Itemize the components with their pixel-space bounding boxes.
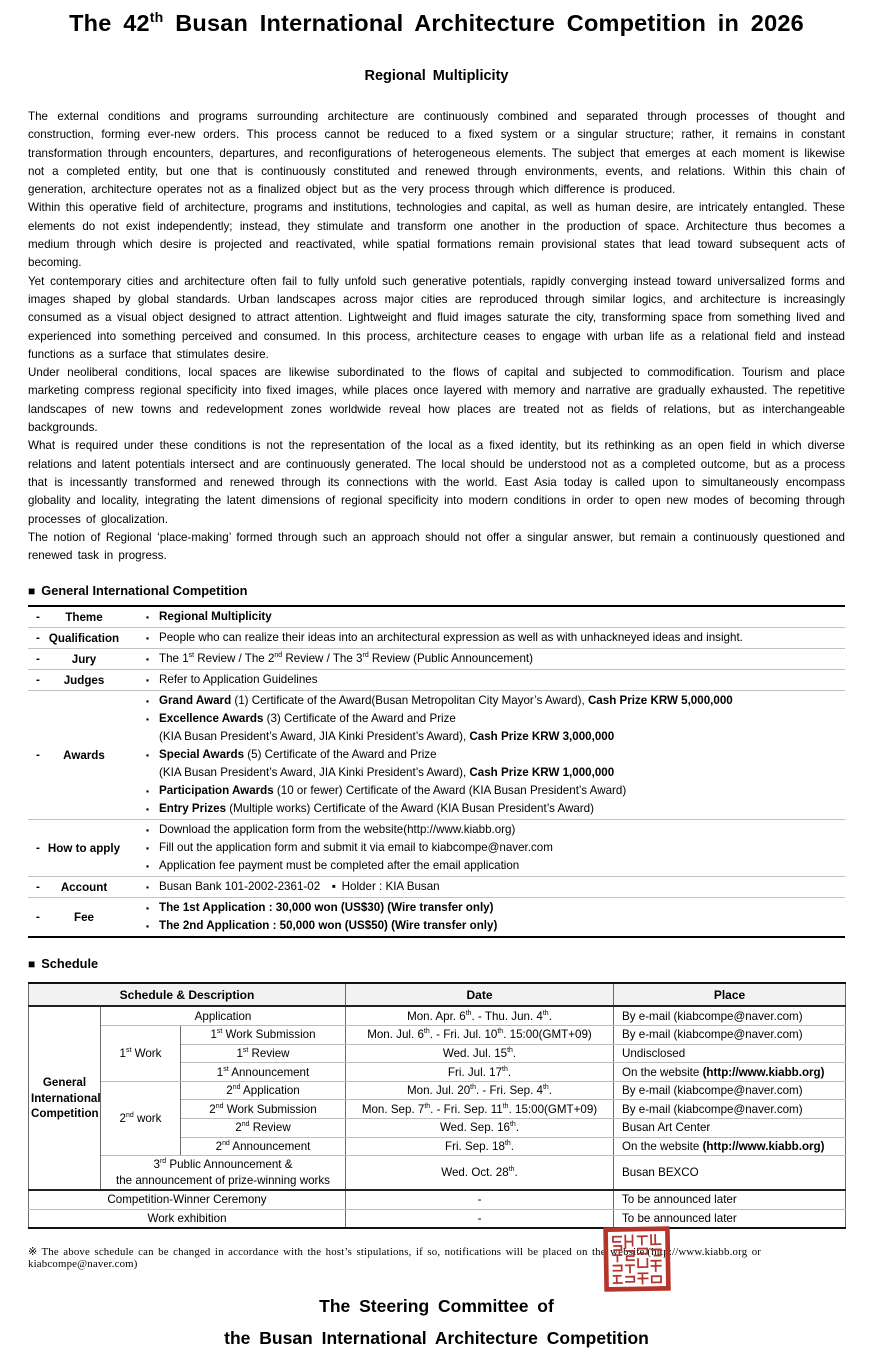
list-item [146, 782, 845, 800]
document-subtitle: Regional Multiplicity [364, 68, 509, 84]
place-header: Place [614, 983, 846, 1006]
item-text: Participation Awards (10 or fewer) Certificate of the Award (KIA Busan President’s Award) [159, 784, 627, 798]
signature-line-2: the Busan International Architecture Competition [224, 1328, 649, 1349]
table-row [29, 1081, 846, 1100]
row-label-cell [28, 606, 140, 628]
item-text: The 1st Application : 30,000 won (US$30) (Wire transfer only) [159, 901, 494, 915]
list-item [146, 857, 845, 875]
signature-block [28, 1290, 845, 1354]
section-square-icon: ■ [28, 584, 36, 599]
row-content-cell [140, 606, 845, 628]
item-text: Application fee payment must be completed after the email application [159, 859, 520, 873]
table-row-fee [28, 898, 845, 938]
date-header: Date [346, 983, 614, 1006]
item-text: Regional Multiplicity [159, 610, 272, 624]
table-row-account [28, 877, 845, 898]
date-cell: Mon. Jul. 6th. - Fri. Jul. 10th. 15:00(GMT+09) [346, 1026, 614, 1045]
schedule-desc-cell: 1st Work Submission [181, 1026, 346, 1045]
schedule-desc-header: Schedule & Description [29, 983, 346, 1006]
place-cell: By e-mail (kiabcompe@naver.com) [614, 1026, 846, 1045]
dash-marker: - [36, 610, 40, 624]
group-label-cell: General International Competition [29, 1006, 101, 1190]
dash-marker: - [36, 652, 40, 666]
competition-section-heading [28, 582, 845, 600]
table-row [28, 649, 845, 670]
schedule-desc-cell: 2nd Application [181, 1081, 346, 1100]
item-text: Special Awards (5) Certificate of the Award and Prize [159, 748, 437, 762]
place-cell: To be announced later [614, 1209, 846, 1228]
intro-paragraph-4: Under neoliberal conditions, local spaces are likewise subordinated to the flows of capital and subjected to commodification. Tourism and place marketing compress regional specificity into fixed images, while places once layered with memory and narrative are gradually exhausted. The repetitive landscapes of new towns and redevelopment zones worldwide reveal how places are treated not as fields of relations, but as interchangeable backgrounds. [28, 366, 845, 435]
table-row [29, 1190, 846, 1209]
list-item [146, 878, 845, 896]
schedule-desc-cell [101, 1156, 346, 1191]
desc-line-1: 3rd Public Announcement & [153, 1158, 293, 1172]
row-label-cell [28, 670, 140, 691]
subgroup-label-cell: 1st Work [101, 1026, 181, 1082]
square-bullet-icon: ▪ [146, 804, 150, 815]
dash-marker: - [36, 631, 40, 645]
item-text: (KIA Busan President’s Award, JIA Kinki President’s Award), Cash Prize KRW 3,000,000 [159, 730, 615, 744]
schedule-desc-cell: 1st Review [181, 1044, 346, 1063]
intro-paragraph-2: Within this operative field of architecture, programs and institutions, technologies and capital, as well as human desire, are intricately entangled. These elements do not exist independently; instead, they stimulate and transform one another in the production of space. Architecture thus becomes a medium through which desire is projected and reactivated, while spatial formations remain provisional states that lead toward subsequent acts of becoming. [28, 201, 845, 270]
date-cell: Mon. Jul. 20th. - Fri. Sep. 4th. [346, 1081, 614, 1100]
square-bullet-icon: ▪ [146, 903, 150, 914]
square-bullet-icon: ▪ [146, 786, 150, 797]
place-cell: By e-mail (kiabcompe@naver.com) [614, 1081, 846, 1100]
place-cell: To be announced later [614, 1190, 846, 1209]
row-label: Qualification [48, 631, 120, 645]
item-text: (KIA Busan President’s Award, JIA Kinki President’s Award), Cash Prize KRW 1,000,000 [159, 766, 615, 780]
row-label: How to apply [47, 841, 121, 855]
list-item [146, 917, 845, 935]
table-row [28, 628, 845, 649]
schedule-section-heading [28, 955, 845, 973]
place-cell: Busan Art Center [614, 1118, 846, 1137]
item-text: Excellence Awards (3) Certificate of the Award and Prize [159, 712, 456, 726]
intro-paragraph-3: Yet contemporary cities and architecture often fail to fully unfold such generative potentials, rapidly converging instead toward universalized forms and images shaped by global standards. Urban landscapes across major cities are reproduced through similar logics, and architecture is increasingly consumed as a visual object designed to attract attention. Lightweight and fluid images saturate the city, transforming space from something lived and experienced into something perceived and consumed. In this process, architecture ceases to engage with urban life as a relational field and instead functions as a surface that stimulates desire. [28, 274, 845, 361]
row-label: Account [60, 880, 108, 894]
list-item [146, 692, 845, 710]
list-item [146, 650, 845, 668]
row-label-cell [28, 877, 140, 898]
document-title: The 42th Busan International Architecture Competition in 2026 [69, 9, 804, 36]
date-cell: - [346, 1209, 614, 1228]
schedule-desc-cell: 2nd Announcement [181, 1137, 346, 1156]
row-content-cell [140, 898, 845, 938]
schedule-section-heading-label: Schedule [41, 956, 99, 972]
list-item-continuation [146, 728, 845, 746]
section-square-icon: ■ [28, 957, 36, 972]
table-row-awards [28, 691, 845, 820]
place-cell: Busan BEXCO [614, 1156, 846, 1191]
square-bullet-icon: ▪ [146, 696, 150, 707]
item-text: Grand Award (1) Certificate of the Award(Busan Metropolitan City Mayor’s Award), Cash Prize KRW 5,000,000 [159, 694, 733, 708]
square-bullet-icon: ▪ [146, 861, 150, 872]
table-row [29, 1156, 846, 1191]
place-cell: On the website (http://www.kiabb.org) [614, 1063, 846, 1082]
square-bullet-icon: ▪ [146, 750, 150, 761]
item-text: Refer to Application Guidelines [159, 673, 318, 687]
square-bullet-icon: ▪ [146, 921, 150, 932]
list-item [146, 629, 845, 647]
square-bullet-icon: ▪ [146, 843, 150, 854]
dash-marker: - [36, 841, 40, 855]
schedule-desc-cell: 2nd Review [181, 1118, 346, 1137]
row-label-cell [28, 898, 140, 938]
introduction-text [28, 108, 845, 565]
competition-table [28, 605, 845, 938]
row-label: Jury [71, 652, 97, 666]
intro-paragraph-6: The notion of Regional ‘place-making’ formed through such an approach should not offer a singular answer, but remain a continuously questioned and renewed task in progress. [28, 530, 845, 563]
schedule-desc-cell: Competition-Winner Ceremony [29, 1190, 346, 1209]
date-cell: Wed. Sep. 16th. [346, 1118, 614, 1137]
row-label-cell [28, 820, 140, 877]
dash-marker: - [36, 910, 40, 924]
list-item [146, 608, 845, 626]
place-cell: Undisclosed [614, 1044, 846, 1063]
list-item [146, 800, 845, 818]
item-text: Entry Prizes (Multiple works) Certificate of the Award (KIA Busan President’s Award) [159, 802, 594, 816]
square-bullet-icon: ▪ [146, 714, 150, 725]
row-label-cell [28, 649, 140, 670]
table-row [29, 1006, 846, 1025]
table-row [28, 670, 845, 691]
schedule-desc-cell: Work exhibition [29, 1209, 346, 1228]
desc-line-2: the announcement of prize-winning works [116, 1173, 330, 1187]
list-item [146, 746, 845, 764]
item-text: Download the application form from the website(http://www.kiabb.org) [159, 823, 516, 837]
square-bullet-icon: ▪ [146, 825, 150, 836]
row-label: Theme [65, 610, 103, 624]
row-content-cell [140, 820, 845, 877]
dash-marker: - [36, 880, 40, 894]
row-label: Fee [74, 910, 94, 924]
square-bullet-icon: ▪ [146, 882, 150, 893]
date-cell: Mon. Apr. 6th. - Thu. Jun. 4th. [346, 1006, 614, 1025]
official-red-seal-icon [603, 1226, 671, 1292]
dash-marker: - [36, 748, 40, 762]
schedule-desc-cell: Application [101, 1006, 346, 1025]
dash-marker: - [36, 673, 40, 687]
table-row [29, 1209, 846, 1228]
date-cell: Mon. Sep. 7th. - Fri. Sep. 11th. 15:00(GMT+09) [346, 1100, 614, 1119]
list-item [146, 821, 845, 839]
date-cell: Fri. Sep. 18th. [346, 1137, 614, 1156]
subgroup-label-cell: 2nd work [101, 1081, 181, 1155]
place-cell: By e-mail (kiabcompe@naver.com) [614, 1100, 846, 1119]
square-bullet-icon: ▪ [146, 675, 150, 686]
square-bullet-icon: ▪ [146, 654, 150, 665]
date-cell: - [346, 1190, 614, 1209]
row-content-cell [140, 691, 845, 820]
table-row [28, 606, 845, 628]
item-text: The 2nd Application : 50,000 won (US$50) (Wire transfer only) [159, 919, 498, 933]
date-cell: Fri. Jul. 17th. [346, 1063, 614, 1082]
row-label-cell [28, 628, 140, 649]
table-row [29, 1026, 846, 1045]
schedule-desc-cell: 1st Announcement [181, 1063, 346, 1082]
list-item-continuation [146, 764, 845, 782]
list-item [146, 710, 845, 728]
intro-paragraph-5: What is required under these conditions is not the representation of the local as a fixed identity, but its rethinking as an open field in which diverse relations and latent potentials intersect and are continuously generated. The local should be understood not as a completed outcome, but as a process that is incessantly transformed and renewed through its connections with the world. East Asia today is called upon to simultaneously encompass globality and locality, integrating the latent dimensions of regional specificity into modern conditions in order to open new modes of becoming through processes of glocalization. [28, 439, 845, 526]
row-content-cell [140, 649, 845, 670]
row-label-cell [28, 691, 140, 820]
date-cell: Wed. Jul. 15th. [346, 1044, 614, 1063]
intro-paragraph-1: The external conditions and programs surrounding architecture are continuously combined and separated through processes of thought and construction, forming ever-new orders. This process cannot be reduced to a fixed system or a singular structure; rather, it remains in constant transformation through encounters, departures, and reconfigurations of heterogeneous elements. The subject that emerges at each moment is likewise not a completed entity, but one that is continuously constituted and renewed through environments, events, and relations. Within this chain of generation, architecture operates not as a finalized object but as the very process through which difference is produced. [28, 110, 845, 197]
table-row-how-to-apply [28, 820, 845, 877]
item-text: People who can realize their ideas into an architectural expression as well as with unhackneyed ideas and insight. [159, 631, 743, 645]
schedule-header-row [29, 983, 846, 1006]
row-label: Awards [63, 748, 105, 762]
item-text: Busan Bank 101-2002-2361-02 ▪ Holder : KIA Busan [159, 880, 440, 894]
square-bullet-icon: ▪ [146, 612, 150, 623]
signature-line-1: The Steering Committee of [319, 1296, 554, 1317]
schedule-footnote: ※ The above schedule can be changed in accordance with the host’s stipulations, if so, notifications will be placed on the website.(http://www.kiabb.org or kiabcompe@naver.com) [28, 1246, 762, 1271]
schedule-table [28, 982, 846, 1229]
place-cell: On the website (http://www.kiabb.org) [614, 1137, 846, 1156]
item-text: The 1st Review / The 2nd Review / The 3rd Review (Public Announcement) [159, 652, 534, 666]
list-item [146, 899, 845, 917]
item-text: Fill out the application form and submit it via email to kiabcompe@naver.com [159, 841, 553, 855]
competition-section-heading-label: General International Competition [41, 583, 248, 599]
place-cell: By e-mail (kiabcompe@naver.com) [614, 1006, 846, 1025]
row-content-cell [140, 670, 845, 691]
list-item [146, 839, 845, 857]
schedule-desc-cell: 2nd Work Submission [181, 1100, 346, 1119]
list-item [146, 671, 845, 689]
row-content-cell [140, 877, 845, 898]
square-bullet-icon: ▪ [146, 633, 150, 644]
row-label: Judges [63, 673, 105, 687]
date-cell: Wed. Oct. 28th. [346, 1156, 614, 1191]
row-content-cell [140, 628, 845, 649]
